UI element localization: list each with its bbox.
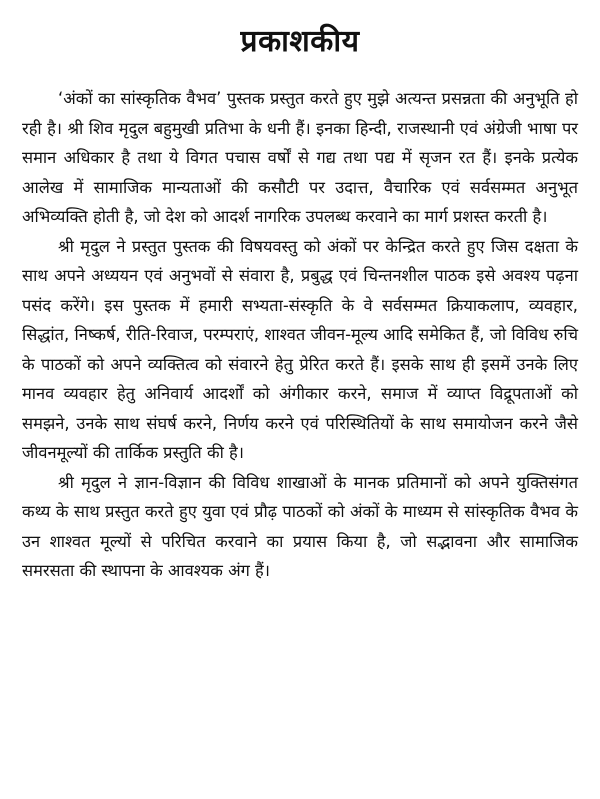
paragraph-3: श्री मृदुल ने ज्ञान-विज्ञान की विविध शाखाओं के मानक प्रतिमानों को अपने युक्तिसंगत कथ्य के साथ प्रस्तुत करते हुए युवा एवं प्रौढ़ पाठकों को अंकों के माध्यम से सांस्कृतिक वैभव के उन शाश्वत मूल्यों से परिचित करवाने का प्रयास किया है, जो सद्भावना और सामाजिक समरसता की स्थापना के आवश्यक अंग हैं। bbox=[22, 472, 578, 580]
page-title: प्रकाशकीय bbox=[240, 24, 360, 59]
paragraph-2: श्री मृदुल ने प्रस्तुत पुस्तक की विषयवस्तु को अंकों पर केन्द्रित करते हुए जिस दक्षता के साथ अपने अध्ययन एवं अनुभवों से संवारा है, प्रबुद्ध एवं चिन्तनशील पाठक इसे अवश्य पढ़ना पसंद करेंगे। इस पुस्तक में हमारी सभ्यता-संस्कृति के वे सर्वसम्मत क्रियाकलाप, व्यवहार, सिद्धांत, निष्कर्ष, रीति-रिवाज, परम्पराएं, शाश्वत जीवन-मूल्य आदि समेकित हैं, जो विविध रुचि के पाठकों को अपने व्यक्तित्व को संवारने हेतु प्रेरित करते हैं। इसके साथ ही इसमें उनके लिए मानव व्यवहार हेतु अनिवार्य आदर्शों को अंगीकार करने, समाज में व्याप्त विद्रूपताओं को समझने, उनके साथ संघर्ष करने, निर्णय करने एवं परिस्थितियों के साथ समायोजन करने जैसे जीवनमूल्यों की तार्किक प्रस्तुति की है। bbox=[22, 236, 578, 462]
paragraph-1: ‘अंकों का सांस्कृतिक वैभव’ पुस्तक प्रस्तुत करते हुए मुझे अत्यन्त प्रसन्नता की अनुभूति हो रही है। श्री शिव मृदुल बहुमुखी प्रतिभा के धनी हैं। इनका हिन्दी, राजस्थानी एवं अंग्रेजी भाषा पर समान अधिकार है तथा ये विगत पचास वर्षों से गद्य तथा पद्य में सृजन रत हैं। इनके प्रत्येक आलेख में सामाजिक मान्यताओं की कसौटी पर उदात्त, वैचारिक एवं सर्वसम्मत अनुभूत अभिव्यक्ति होती है, जो देश को आदर्श नागरिक उपलब्ध करवाने का मार्ग प्रशस्त करती है। bbox=[22, 89, 578, 226]
